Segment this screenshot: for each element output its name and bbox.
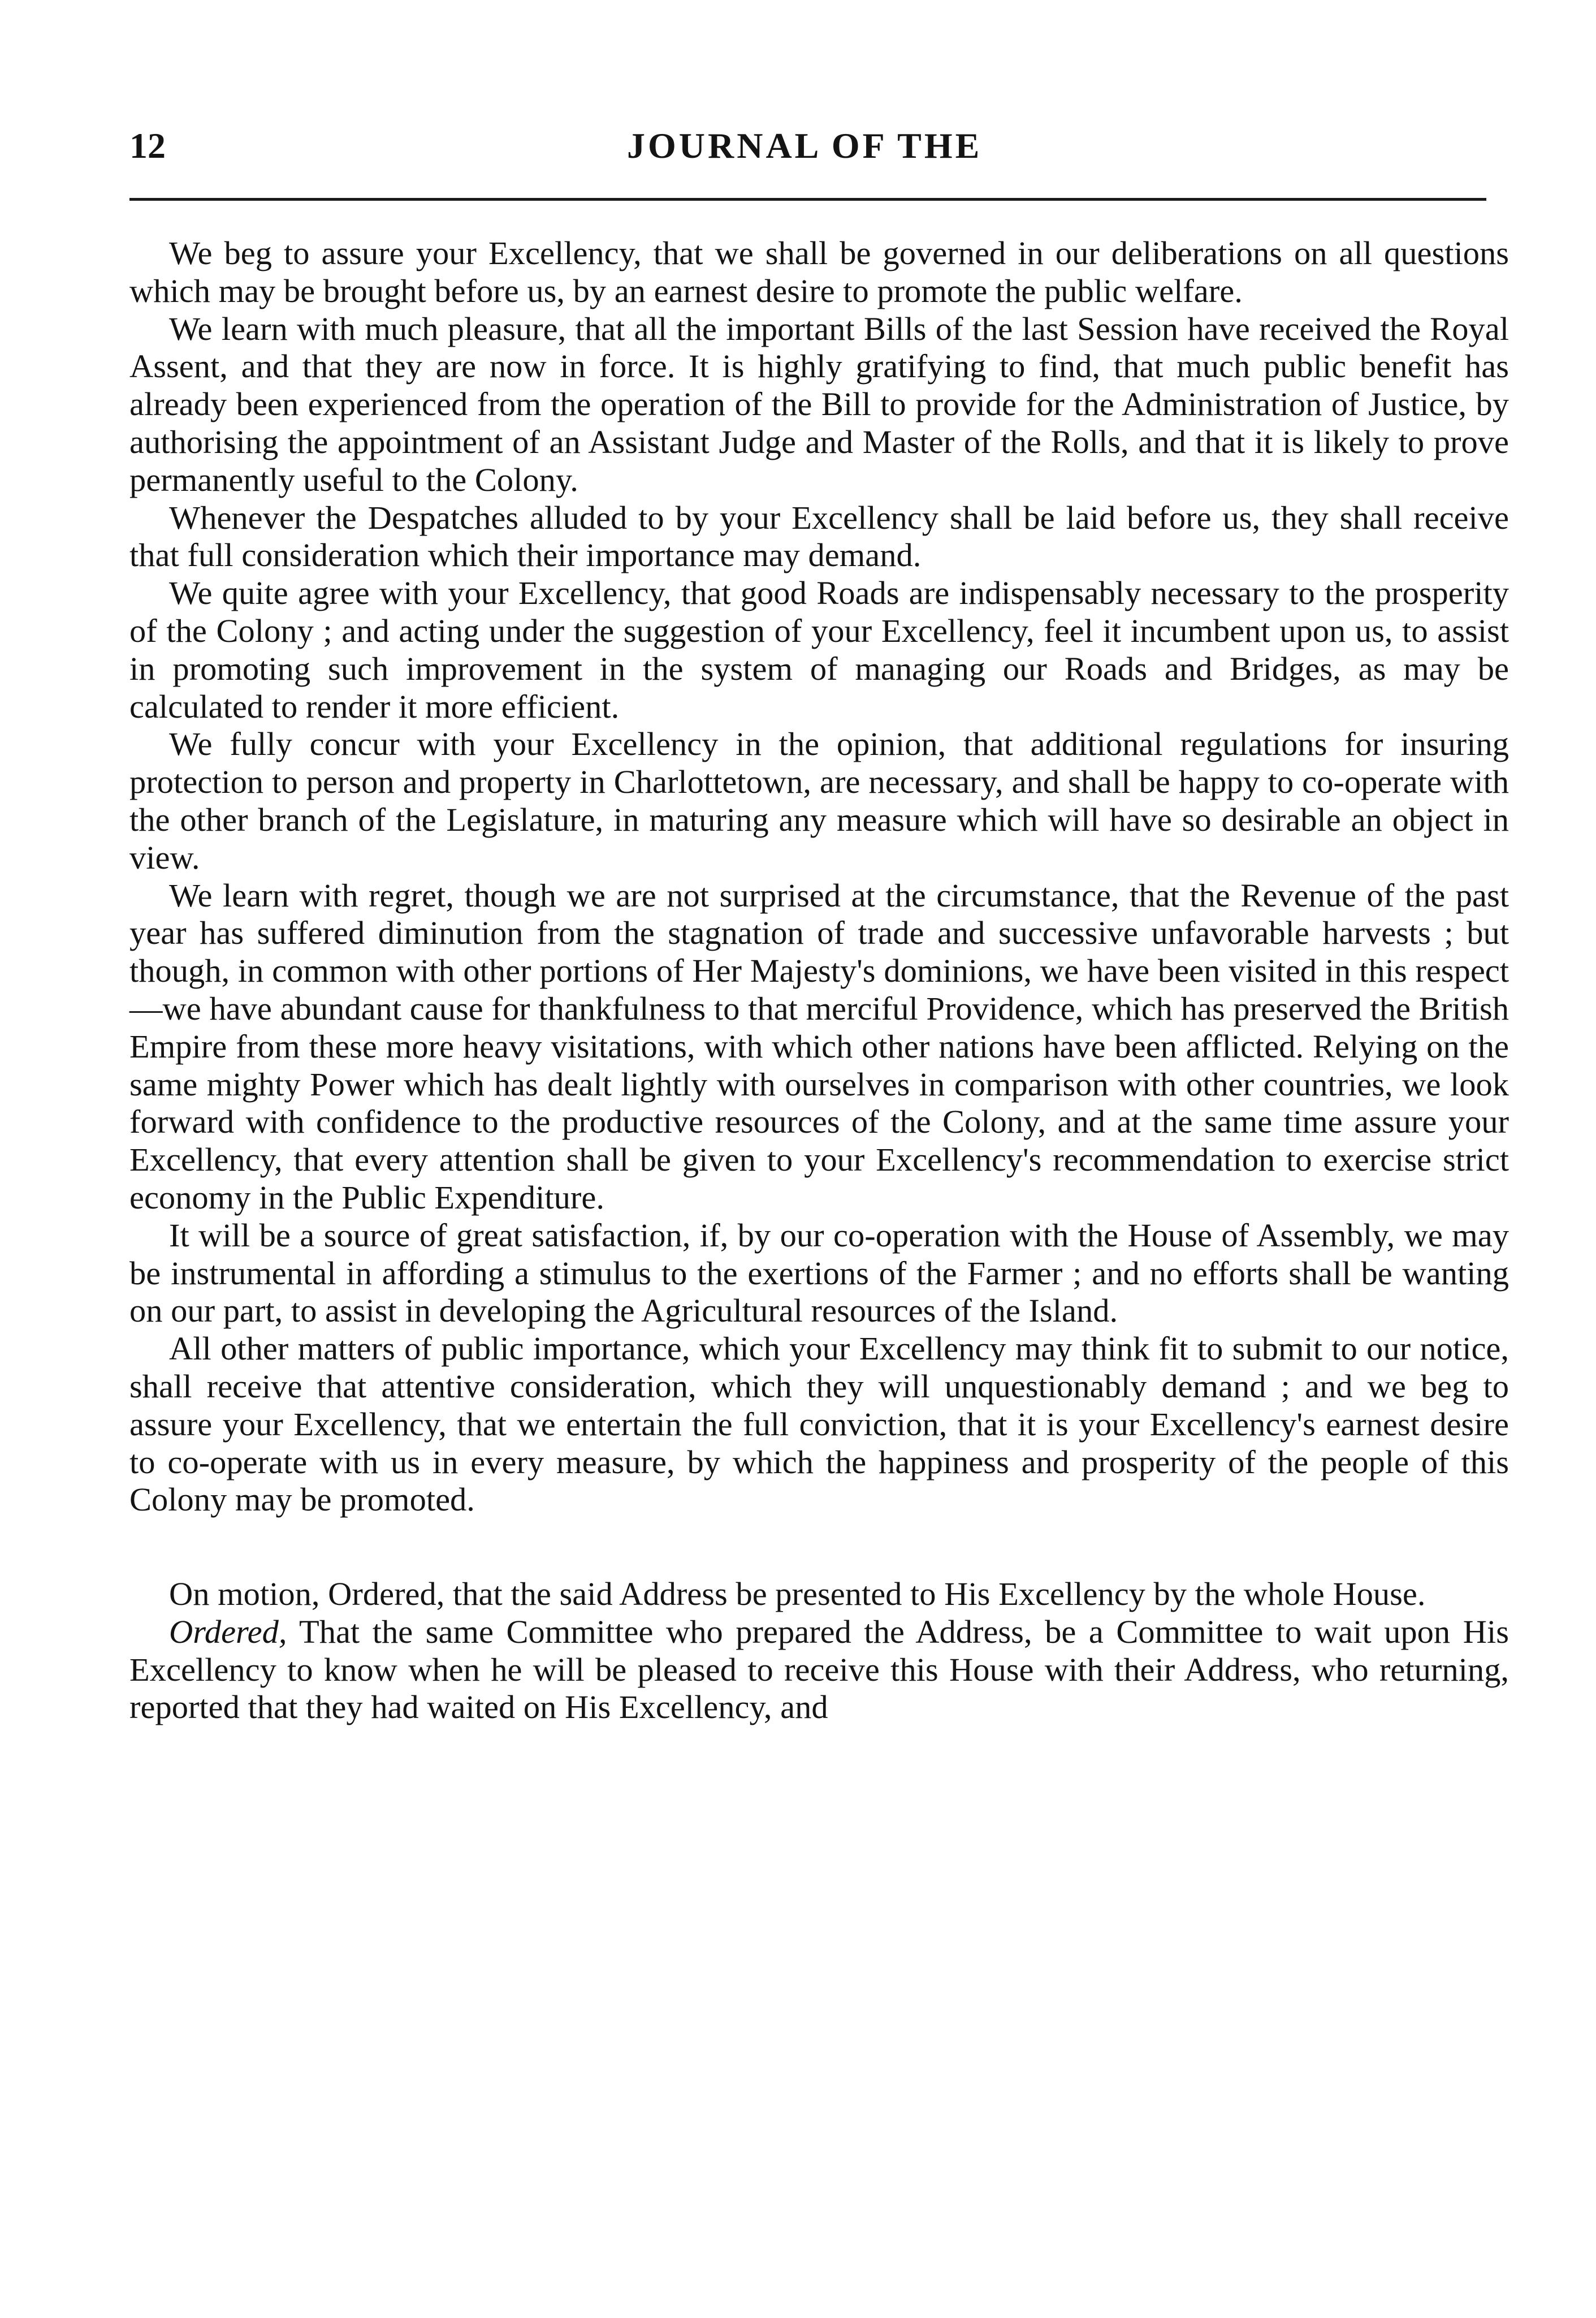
page-number: 12	[129, 126, 166, 166]
page-header	[129, 118, 1486, 174]
ordered-lead: Ordered,	[169, 1613, 287, 1650]
page-body	[129, 235, 1509, 1726]
running-head: JOURNAL OF THE	[627, 126, 983, 166]
motion-paragraph: On motion, Ordered, that the said Address be presented to His Excellency by the whole House.	[169, 1575, 1426, 1613]
ordered-paragraph	[129, 1613, 1509, 1726]
section-gap	[129, 1519, 1509, 1575]
address-paragraph: We beg to assure your Excellency, that we shall be governed in our deliberations on all questions which may be brought before us, by an earnest desire to promote the public welfare.	[129, 235, 1509, 309]
address-paragraph: We learn with much pleasure, that all the important Bills of the last Session have received the Royal Assent, and that they are now in force. It is highly gratifying to find, that much public benefit has already been experienced from the operation of the Bill to provide for the Administration of Justice, by authorising the appointment of an Assistant Judge and Master of the Rolls, and that it is likely to prove permanently useful to the Colony.	[129, 310, 1509, 498]
header-rule	[129, 198, 1486, 201]
address-paragraph: It will be a source of great satisfaction, if, by our co-operation with the House of Assembly, we may be instrumental in affording a stimulus to the exertions of the Farmer ; and no efforts shall be wanting on our part, to assist in developing the Agricultural resources of the Island.	[129, 1216, 1509, 1329]
address-paragraph: All other matters of public importance, which your Excellency may think fit to submit to our notice, shall receive that attentive consideration, which they will unquestionably demand ; and we beg to assure your Excellency, that we entertain the full conviction, that it is your Excellency's earnest desire to co-operate with us in every measure, by which the happiness and prosperity of the people of this Colony may be promoted.	[129, 1330, 1509, 1518]
ordered-text: That the same Committee who prepared the Address, be a Committee to wait upon His Excellency to know when he will be pleased to receive this House with their Address, who returning, reported that they had waited on His Excellency, and	[129, 1613, 1509, 1726]
address-paragraph: We fully concur with your Excellency in the opinion, that additional regulations for insuring protection to person and property in Charlottetown, are necessary, and shall be happy to co-operate with the other branch of the Legislature, in maturing any measure which will have so desirable an object in view.	[129, 726, 1509, 876]
address-paragraph: We quite agree with your Excellency, that good Roads are indispensably necessary to the prosperity of the Colony ; and acting under the suggestion of your Excellency, feel it incumbent upon us, to assist in promoting such improvement in the system of managing our Roads and Bridges, as may be calculated to render it more efficient.	[129, 575, 1509, 725]
address-paragraph: Whenever the Despatches alluded to by your Excellency shall be laid before us, they shall receive that full consideration which their importance may demand.	[129, 499, 1509, 574]
address-paragraph: We learn with regret, though we are not surprised at the circumstance, that the Revenue of the past year has suffered diminution from the stagnation of trade and successive unfavorable harvests ; but though, in common with other portions of Her Majesty's dominions, we have been visited in this respect—we have abundant cause for thankfulness to that merciful Providence, which has preserved the British Empire from these more heavy visitations, with which other nations have been afflicted. Relying on the same mighty Power which has dealt lightly with ourselves in comparison with other countries, we look forward with confidence to the productive resources of the Colony, and at the same time assure your Excellency, that every attention shall be given to your Excellency's recommendation to exercise strict economy in the Public Expenditure.	[129, 877, 1509, 1216]
